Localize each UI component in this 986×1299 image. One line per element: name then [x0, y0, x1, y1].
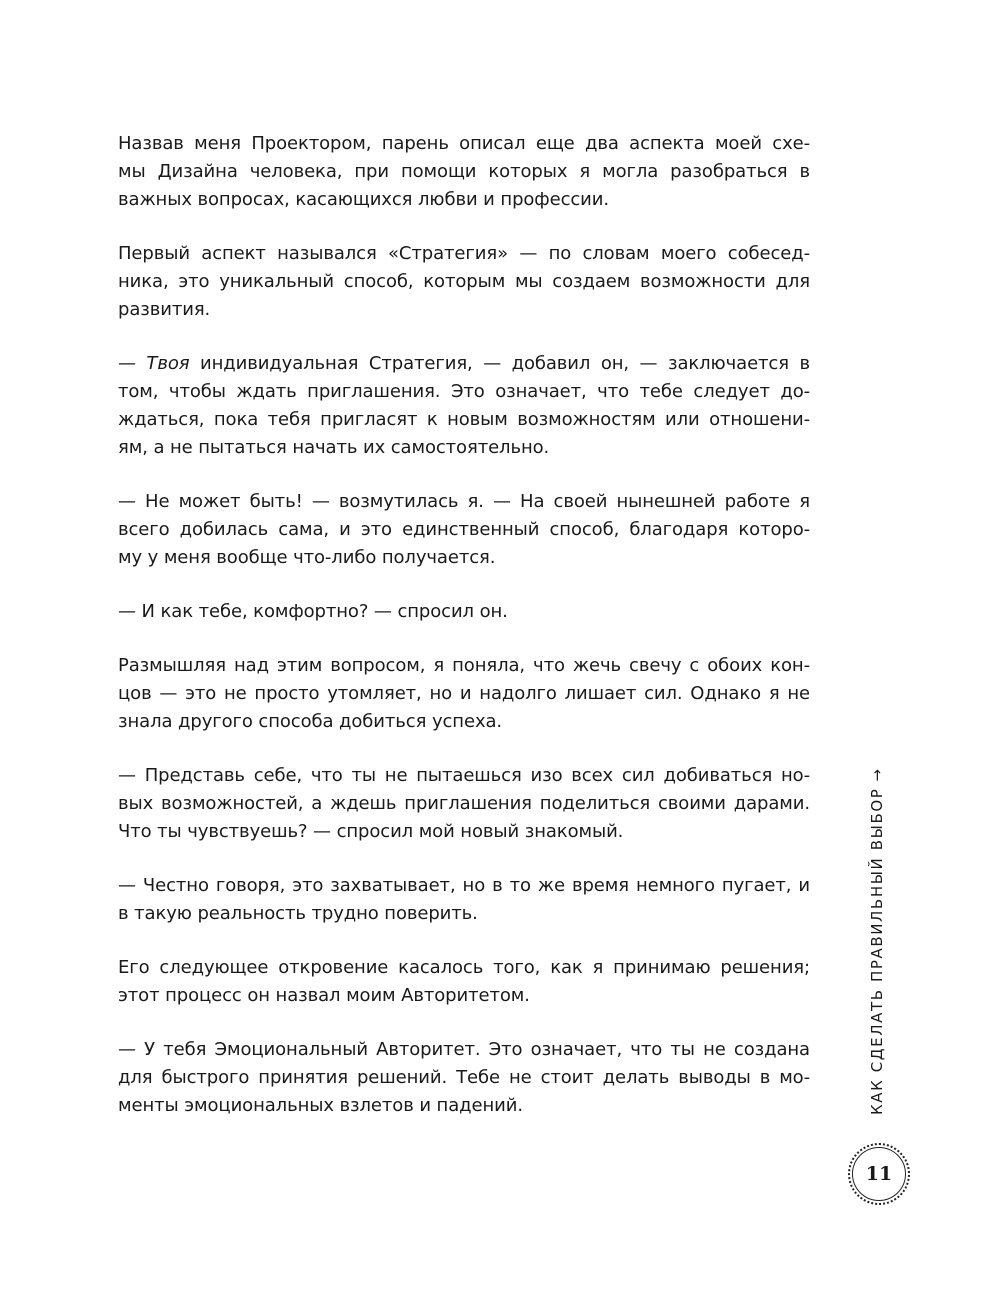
- text-line: — Честно говоря, это захватывает, но в то же время немного пугает, и: [118, 875, 810, 896]
- text-line: — У тебя Эмоциональный Авторитет. Это означает, что ты не создана: [118, 1039, 810, 1060]
- paragraph: [118, 762, 810, 846]
- arrow-right-icon: →: [868, 767, 886, 782]
- page-number-label: 11: [865, 1163, 893, 1185]
- text-line: в такую реальность трудно поверить.: [118, 903, 478, 924]
- paragraph: [118, 1036, 810, 1120]
- italic-word: Твоя: [146, 353, 190, 374]
- page-number: [848, 1143, 910, 1205]
- text-line: для быстрого принятия решений. Тебе не стоит делать выводы в мо-: [118, 1067, 810, 1088]
- text-line: этот процесс он назвал моим Авторитетом.: [118, 985, 530, 1006]
- text-line: том, чтобы ждать приглашения. Это означает, что тебе следует до-: [118, 381, 810, 402]
- paragraph: [118, 872, 810, 928]
- paragraph: [118, 598, 810, 626]
- paragraph: [118, 350, 810, 462]
- text-line: Назвав меня Проектором, парень описал еще два аспекта моей схе-: [118, 133, 810, 154]
- paragraph: [118, 488, 810, 572]
- text-line: му у меня вообще что-либо получается.: [118, 547, 496, 568]
- text-line: Первый аспект назывался «Стратегия» — по словам моего собесед-: [118, 243, 810, 264]
- paragraph: [118, 652, 810, 736]
- text-line: Что ты чувствуешь? — спросил мой новый знакомый.: [118, 821, 624, 842]
- text-line: вых возможностей, а ждешь приглашения поделиться своими дарами.: [118, 793, 810, 814]
- text-line: важных вопросах, касающихся любви и профессии.: [118, 189, 609, 210]
- text-line: ям, а не пытаться начать их самостоятельно.: [118, 437, 550, 458]
- text-line: менты эмоциональных взлетов и падений.: [118, 1095, 523, 1116]
- paragraph: [118, 954, 810, 1010]
- text-line: ждаться, пока тебя пригласят к новым возможностям или отношени-: [118, 409, 810, 430]
- text-line: Его следующее откровение касалось того, как я принимаю решения;: [118, 957, 810, 978]
- body-text: [118, 130, 810, 1146]
- text-line: всего добилась сама, и это единственный способ, благодаря которо-: [118, 519, 810, 540]
- running-header-label: КАК СДЕЛАТЬ ПРАВИЛЬНЫЙ ВЫБОР: [868, 787, 886, 1115]
- text-line: развития.: [118, 299, 211, 320]
- text-line: знала другого способа добиться успеха.: [118, 711, 503, 732]
- text-line: цов — это не просто утомляет, но и надолго лишает сил. Однако я не: [118, 683, 810, 704]
- text-line: мы Дизайна человека, при помощи которых я могла разобраться в: [118, 161, 810, 182]
- text-line: — И как тебе, комфортно? — спросил он.: [118, 601, 508, 622]
- text-line: ника, это уникальный способ, которым мы создаем возможности для: [118, 271, 810, 292]
- text-line: Размышляя над этим вопросом, я поняла, что жечь свечу с обоих кон-: [118, 655, 810, 676]
- paragraph: [118, 130, 810, 214]
- text-line: — Не может быть! — возмутилась я. — На своей нынешней работе я: [118, 491, 810, 512]
- text-line: — Твоя индивидуальная Стратегия, — добавил он, — заключается в: [118, 353, 810, 374]
- text-line: — Представь себе, что ты не пытаешься изо всех сил добиваться но-: [118, 765, 810, 786]
- running-header: [868, 767, 886, 1115]
- paragraph: [118, 240, 810, 324]
